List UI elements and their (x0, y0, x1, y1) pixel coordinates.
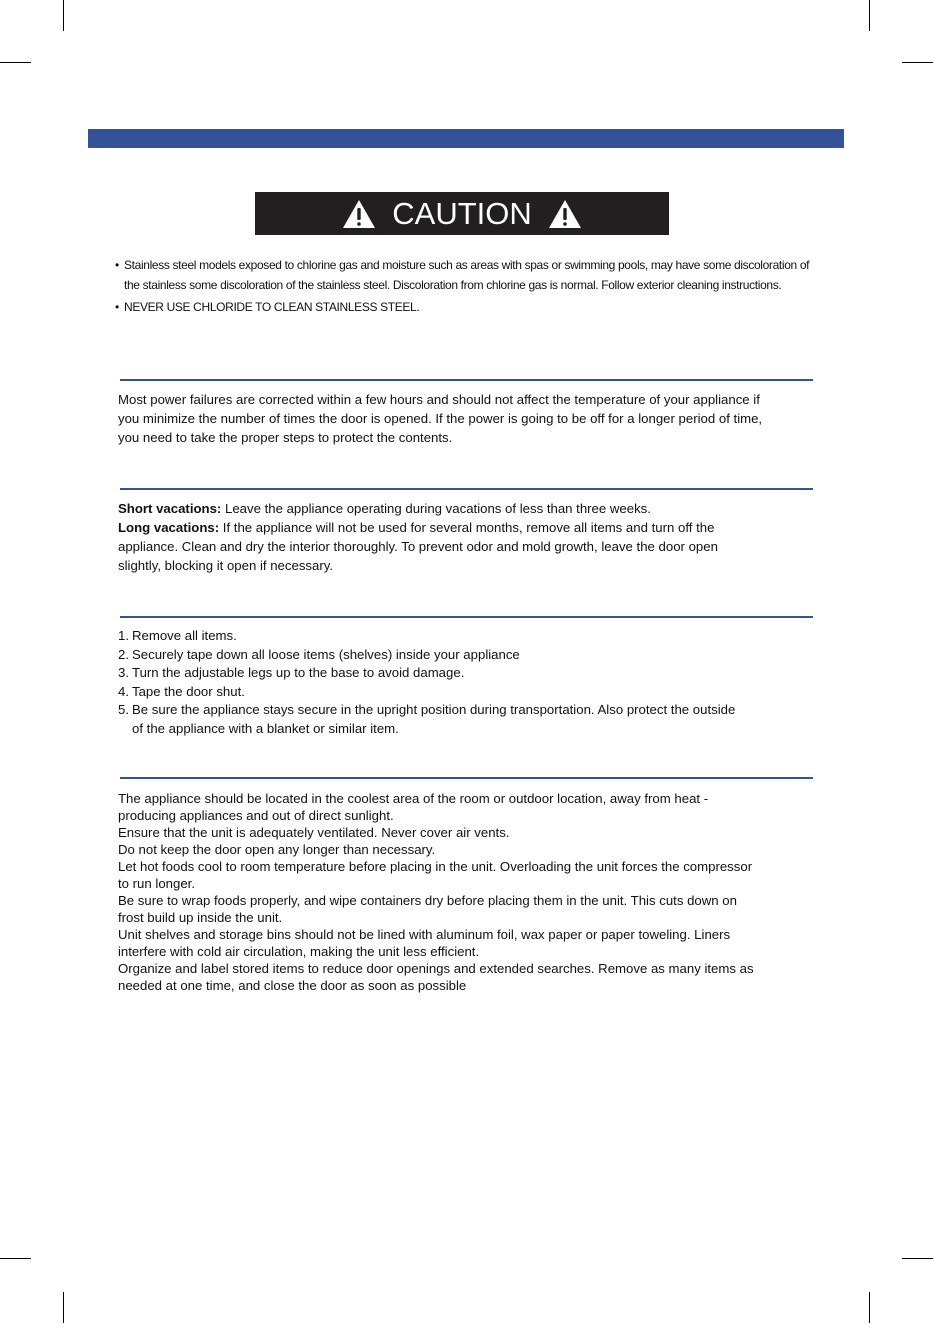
warning-icon (342, 199, 376, 229)
caution-bullets (115, 256, 815, 318)
crop-mark (0, 62, 31, 63)
caution-label: CAUTION (392, 196, 532, 231)
energy-tips-text (118, 790, 766, 994)
section-divider (120, 616, 813, 618)
list-item: 3. Turn the adjustable legs up to the base to avoid damage. (118, 665, 465, 680)
bullet-item: • NEVER USE CHLORIDE TO CLEAN STAINLESS STEEL. (115, 300, 420, 314)
section-divider (120, 777, 813, 779)
section-divider (120, 488, 813, 490)
caution-banner (255, 192, 669, 235)
vacation-text: Short vacations: Leave the appliance operating during vacations of less than three weeks. Long vacations: If the appliance will not be used for several months, remove all items and turn off the appliance. Clean and dry the interior thoroughly. To prevent odor and mold growth, leave the door open slightly, blocking it open if necessary. (118, 501, 718, 573)
crop-mark (0, 1258, 31, 1259)
crop-mark (902, 1258, 933, 1259)
list-item: 4. Tape the door shut. (118, 683, 245, 699)
tip-line: Be sure to wrap foods properly, and wipe containers dry before placing them in the unit. This cuts down on frost build up inside the unit. (118, 893, 737, 925)
crop-mark (63, 1292, 64, 1323)
short-vacation-label: Short vacations: (118, 501, 222, 516)
list-item: 2. Securely tape down all loose items (shelves) inside your appliance (118, 646, 520, 662)
tip-line: Ensure that the unit is adequately ventilated. Never cover air vents. (118, 825, 510, 840)
crop-mark (869, 0, 870, 31)
bullet-item: • Stainless steel models exposed to chlorine gas and moisture such as areas with spas or swimming pools, may have some discoloration of the stainless some discoloration of the stainless steel. Discoloration from chlorine gas is normal. Follow exterior cleaning instructions. (115, 258, 810, 292)
tip-line: Unit shelves and storage bins should not be lined with aluminum foil, wax paper or paper toweling. Liners interfere with cold air circulation, making the unit less efficient. (118, 927, 731, 959)
moving-steps (118, 627, 818, 738)
tip-line: Organize and label stored items to reduce door openings and extended searches. Remove as many items as needed at one time, and close the door as soon as possible (118, 961, 754, 993)
crop-mark (902, 62, 933, 63)
header-bar (88, 129, 844, 148)
section-divider (120, 379, 813, 381)
tip-line: Let hot foods cool to room temperature before placing in the unit. Overloading the unit forces the compressor to run longer. (118, 859, 753, 891)
crop-mark (869, 1292, 870, 1323)
list-item: 5. Be sure the appliance stays secure in the upright position during transportation. Also protect the outside of the appliance with a blanket or similar item. (118, 702, 736, 736)
list-item: 1. Remove all items. (118, 628, 237, 643)
power-failure-text: Most power failures are corrected within a few hours and should not affect the temperature of your appliance if you minimize the number of times the door is opened. If the power is going to be off for a longer period of time, you need to take the proper steps to protect the contents. (118, 392, 763, 445)
tip-line: Do not keep the door open any longer than necessary. (118, 842, 436, 857)
warning-icon (548, 199, 582, 229)
tip-line: The appliance should be located in the coolest area of the room or outdoor location, away from heat -producing appliances and out of direct sunlight. (118, 791, 709, 823)
crop-mark (63, 0, 64, 31)
long-vacation-label: Long vacations: (118, 520, 220, 535)
